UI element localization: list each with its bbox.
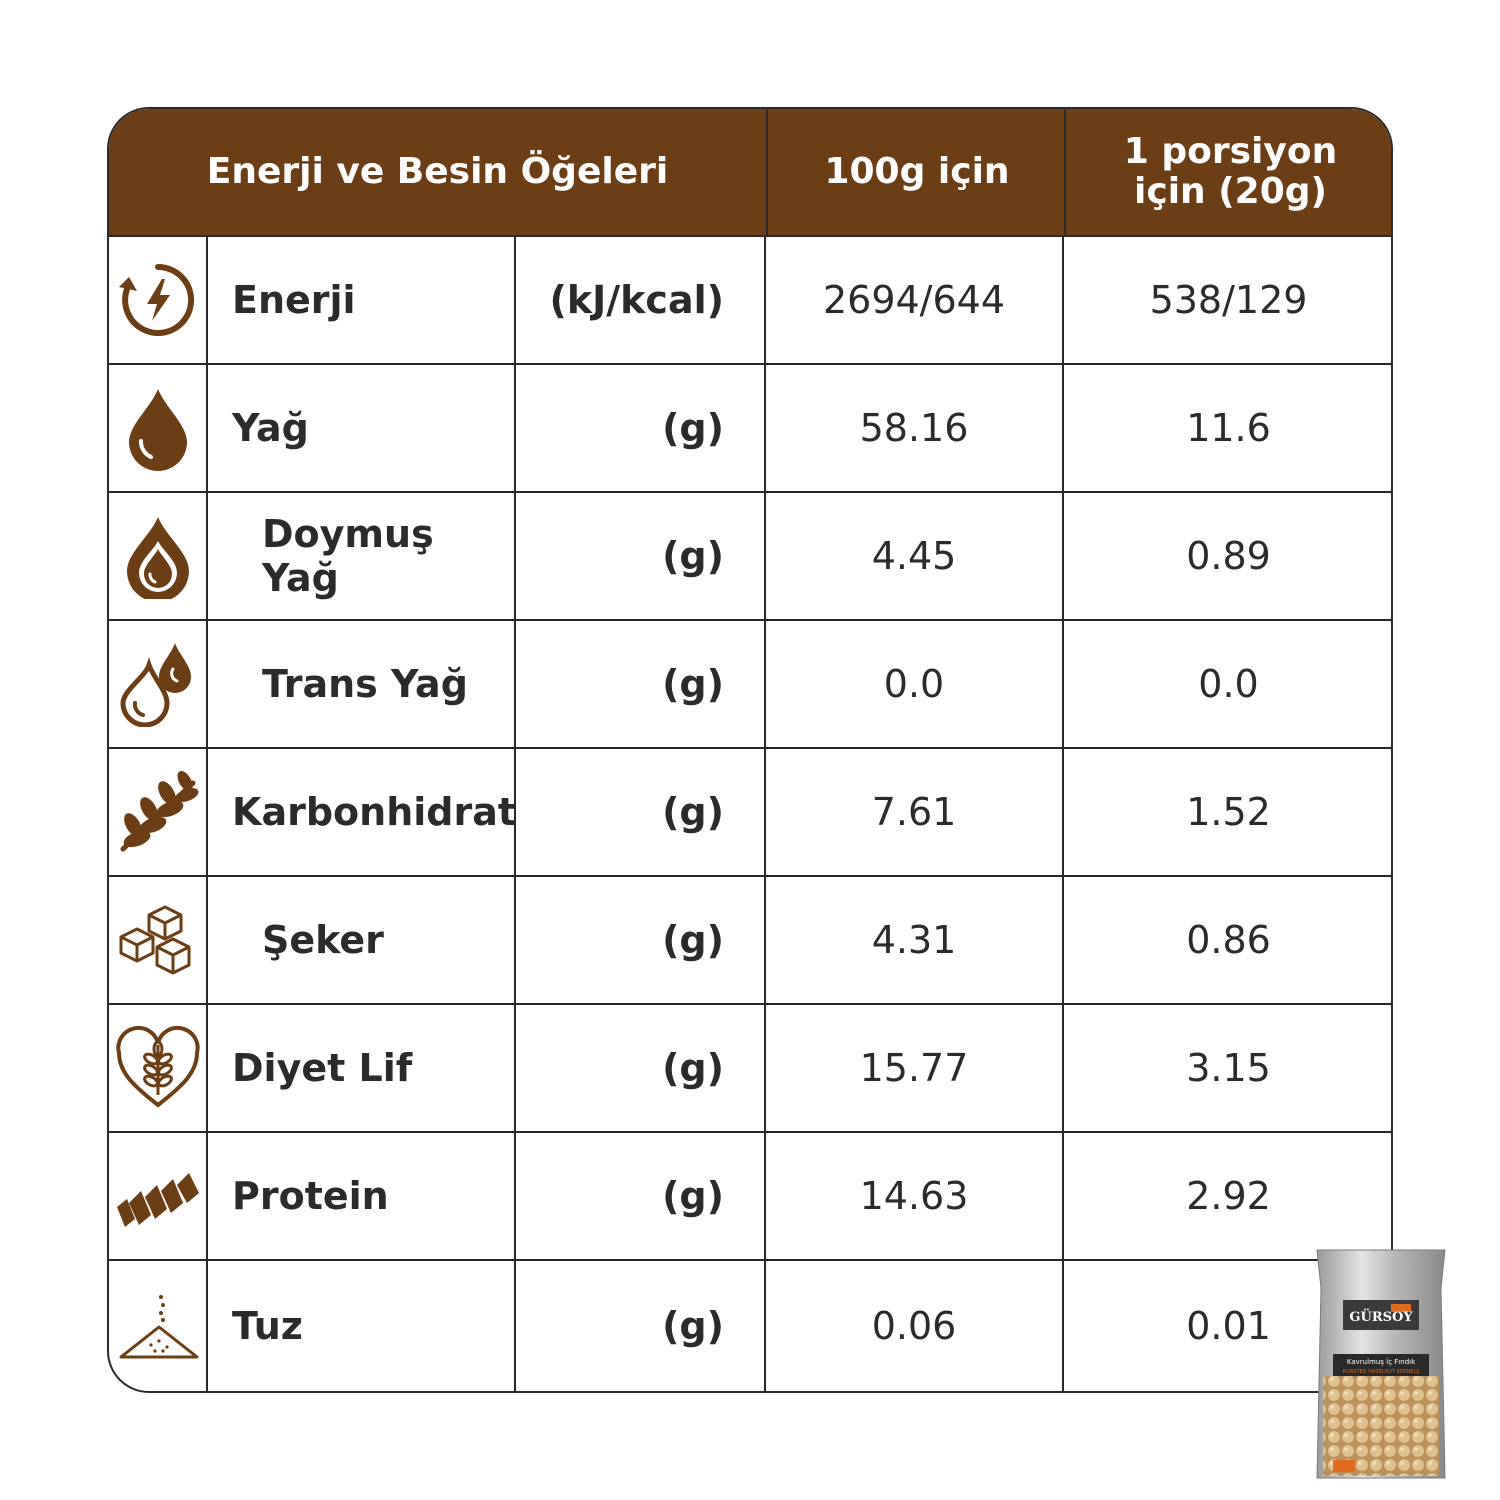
product-label: Kavrulmuş İç Fındık [1346, 1358, 1416, 1366]
wheat-icon [115, 769, 201, 855]
nutrient-unit: (g) [516, 877, 766, 1003]
nutrient-unit: (g) [516, 1133, 766, 1259]
value-per-portion: 1.52 [1186, 790, 1271, 834]
product-package-image [1313, 1248, 1449, 1483]
nutrient-unit: (g) [516, 1261, 766, 1391]
nutrient-name: Şeker [208, 877, 516, 1003]
header-per-portion: 1 porsiyon için (20g) [1064, 109, 1393, 235]
row-protein [109, 1133, 1391, 1261]
value-per-portion: 0.89 [1186, 534, 1271, 578]
nutrient-unit: (g) [516, 365, 766, 491]
row-dietary-fiber [109, 1005, 1391, 1133]
value-per-100g: 58.16 [766, 365, 1064, 491]
value-per-100g: 7.61 [766, 749, 1064, 875]
row-salt [109, 1261, 1391, 1391]
protein-icon [115, 1153, 201, 1239]
sugar-cubes-icon [115, 897, 201, 983]
value-per-100g: 15.77 [766, 1005, 1064, 1131]
value-per-100g: 2694/644 [766, 237, 1064, 363]
nutrient-name: Enerji [208, 237, 516, 363]
value-per-100g: 14.63 [766, 1133, 1064, 1259]
trans-fat-icon [115, 641, 201, 727]
row-carbohydrate [109, 749, 1391, 877]
nutrient-unit: (g) [516, 621, 766, 747]
nutrient-name: Diyet Lif [208, 1005, 516, 1131]
value-per-portion: 3.15 [1186, 1046, 1271, 1090]
value-per-100g: 4.31 [766, 877, 1064, 1003]
header-nutrients: Enerji ve Besin Öğeleri [206, 150, 669, 192]
value-per-portion: 0.86 [1186, 918, 1271, 962]
nutrition-table [107, 107, 1393, 1393]
nutrient-name: Karbonhidrat [208, 749, 516, 875]
product-brand: GÜRSOY [1349, 1310, 1413, 1325]
nutrient-unit: (g) [516, 493, 766, 619]
row-fat [109, 365, 1391, 493]
value-per-100g: 4.45 [766, 493, 1064, 619]
nutrient-unit: (kJ/kcal) [516, 237, 766, 363]
row-sugar [109, 877, 1391, 1005]
value-per-portion: 2.92 [1186, 1174, 1271, 1218]
fat-drop-icon [115, 385, 201, 471]
row-saturated-fat [109, 493, 1391, 621]
table-header [109, 109, 1391, 237]
nutrient-name: Protein [208, 1133, 516, 1259]
energy-icon [115, 257, 201, 343]
value-per-portion: 538/129 [1149, 278, 1308, 322]
nutrient-name: Doymuş Yağ [208, 493, 516, 619]
saturated-fat-icon [115, 513, 201, 599]
nutrient-unit: (g) [516, 1005, 766, 1131]
value-per-portion: 0.01 [1186, 1304, 1271, 1348]
nutrient-name: Tuz [208, 1261, 516, 1391]
nutrient-name: Trans Yağ [208, 621, 516, 747]
fiber-heart-icon [115, 1025, 201, 1111]
salt-icon [115, 1283, 201, 1369]
header-per-100g: 100g için [766, 109, 1066, 235]
value-per-100g: 0.06 [766, 1261, 1064, 1391]
nutrient-name: Yağ [208, 365, 516, 491]
value-per-portion: 11.6 [1186, 406, 1271, 450]
row-trans-fat [109, 621, 1391, 749]
product-sublabel: ROASTED HAZELNUT KERNELS [1342, 1369, 1420, 1375]
nutrient-unit: (g) [516, 749, 766, 875]
row-energy [109, 237, 1391, 365]
value-per-100g: 0.0 [766, 621, 1064, 747]
value-per-portion: 0.0 [1198, 662, 1259, 706]
